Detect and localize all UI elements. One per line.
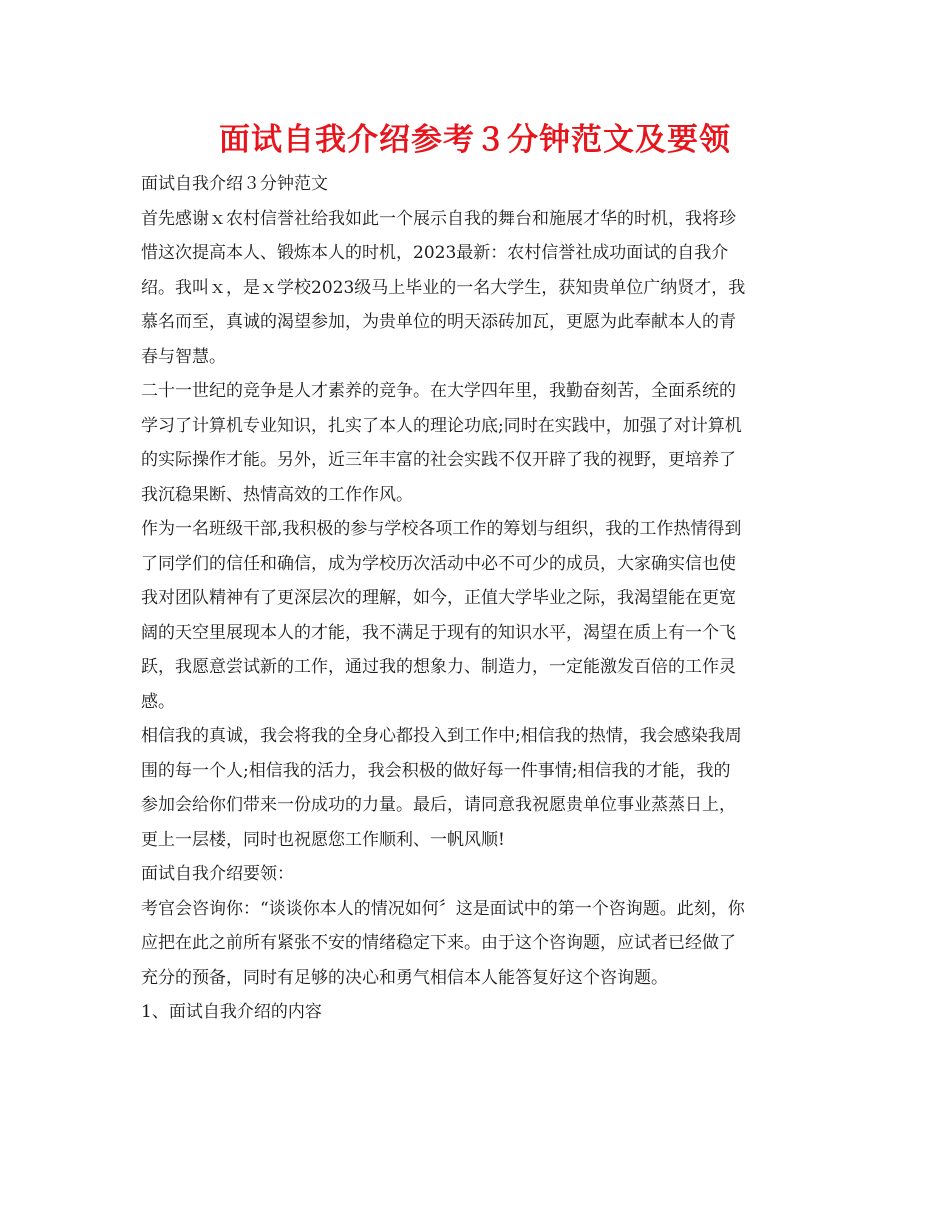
text-line: 面试自我介绍要领： — [141, 864, 294, 884]
text-line: 我沉稳果断、热情高效的工作作风。 — [141, 484, 413, 505]
paragraph-competition — [141, 374, 813, 512]
text-line: 慕名而至，真诚的渴望参加，为贵单位的明天添砖加瓦，更愿为此奉献本人的青 — [141, 312, 736, 332]
text-line: 1、面试自我介绍的内容 — [141, 1002, 322, 1022]
text-line: 阔的天空里展现本人的才能，我不满足于现有的知识水平，渴望在质上有一个飞 — [141, 622, 736, 643]
paragraph-subtitle — [141, 167, 813, 202]
text-line: 充分的预备，同时有足够的决心和勇气相信本人能答复好这个咨询题。 — [141, 967, 668, 988]
text-line: 春与智慧。 — [141, 346, 226, 367]
text-line: 围的每一个人;相信我的活力，我会积极的做好每一件事情;相信我的才能，我的 — [141, 760, 731, 781]
document-body — [141, 167, 813, 1030]
document-title: 面试自我介绍参考３分钟范文及要领 — [219, 122, 731, 158]
text-line: 了同学们的信任和确信，成为学校历次活动中必不可少的成员，大家确实信也使 — [141, 553, 736, 574]
text-line: 参加会给你们带来一份成功的力量。最后，请同意我祝愿贵单位事业蒸蒸日上， — [141, 795, 736, 815]
text-line: 面试自我介绍３分钟范文 — [141, 174, 328, 194]
text-line: 绍。我叫ｘ，是ｘ学校2023级马上毕业的一名大学生，获知贵单位广纳贤才，我 — [141, 277, 746, 298]
text-line: 感。 — [141, 691, 175, 712]
text-line: 跃，我愿意尝试新的工作，通过我的想象力、制造力，一定能激发百倍的工作灵 — [141, 657, 736, 677]
text-line: 的实际操作才能。另外，近三年丰富的社会实践不仅开辟了我的视野，更培养了 — [141, 450, 736, 470]
text-line: 更上一层楼，同时也祝愿您工作顺利、一帆风顺! — [141, 829, 505, 850]
paragraph-believe — [141, 719, 813, 857]
text-line: 惜这次提高本人、锻炼本人的时机，2023最新：农村信誉社成功面试的自我介 — [141, 243, 729, 263]
text-line: 二十一世纪的竞争是人才素养的竞争。在大学四年里，我勤奋刻苦，全面系统的 — [141, 381, 736, 401]
text-line: 我对团队精神有了更深层次的理解，如今，正值大学毕业之际，我渴望能在更宽 — [141, 588, 736, 608]
text-line: 首先感谢ｘ农村信誉社给我如此一个展示自我的舞台和施展才华的时机，我将珍 — [141, 208, 736, 229]
paragraph-class-cadre — [141, 512, 813, 719]
text-line: 相信我的真诚，我会将我的全身心都投入到工作中;相信我的热情，我会感染我周 — [141, 726, 742, 746]
paragraph-section-1 — [141, 995, 813, 1030]
paragraph-tips-heading — [141, 857, 813, 892]
paragraph-thanks — [141, 202, 813, 375]
paragraph-examiner — [141, 892, 813, 996]
text-line: 作为一名班级干部,我积极的参与学校各项工作的筹划与组织，我的工作热情得到 — [141, 519, 742, 539]
text-line: 学习了计算机专业知识，扎实了本人的理论功底;同时在实践中，加强了对计算机 — [141, 415, 742, 436]
text-line: 应把在此之前所有紧张不安的情绪稳定下来。由于这个咨询题，应试者已经做了 — [141, 933, 736, 953]
text-line: 考官会咨询你：“谈谈你本人的情况如何〞这是面试中的第一个咨询题。此刻，你 — [141, 898, 745, 919]
